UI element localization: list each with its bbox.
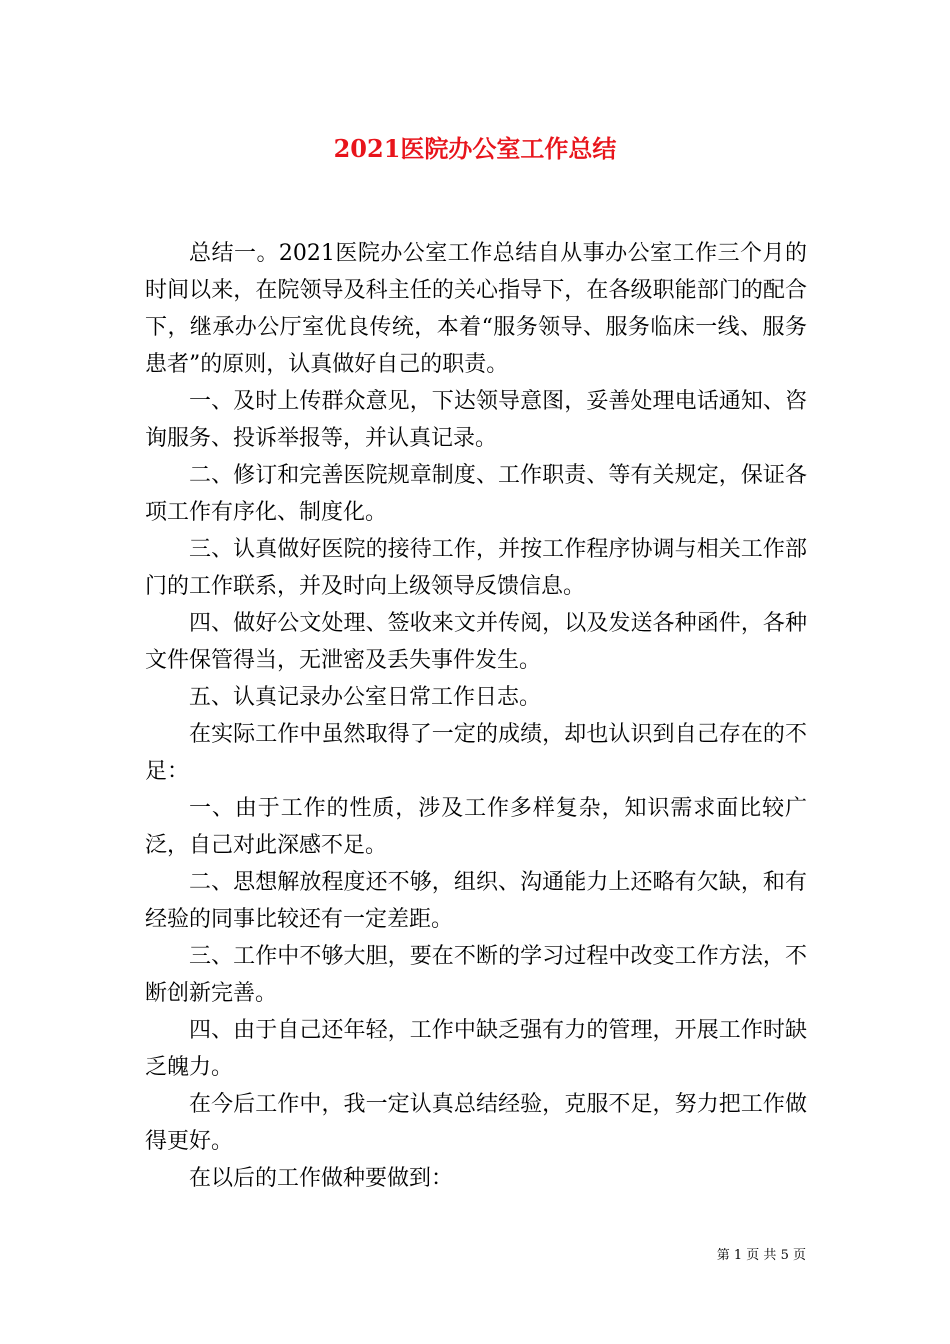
paragraph: 总结一。2021医院办公室工作总结自从事办公室工作三个月的时间以来，在院领导及科主任的关心指导下，在各级职能部门的配合下，继承办公厅室优良传统，本着“服务领导、服务临床一线、服务患者”的原则，认真做好自己的职责。 (145, 241, 807, 377)
paragraph: 二、修订和完善医院规章制度、工作职责、等有关规定，保证各项工作有序化、制度化。 (145, 463, 807, 525)
paragraph: 三、认真做好医院的接待工作，并按工作程序协调与相关工作部门的工作联系，并及时向上级领导反馈信息。 (145, 537, 807, 599)
paragraph: 四、做好公文处理、签收来文并传阅，以及发送各种函件，各种文件保管得当，无泄密及丢失事件发生。 (145, 611, 807, 673)
page-footer (0, 1246, 806, 1266)
paragraph: 三、工作中不够大胆，要在不断的学习过程中改变工作方法，不断创新完善。 (145, 944, 807, 1006)
paragraph: 五、认真记录办公室日常工作日志。 (189, 685, 542, 710)
footer-suffix: 页 (792, 1248, 806, 1263)
paragraph: 四、由于自己还年轻，工作中缺乏强有力的管理，开展工作时缺乏魄力。 (145, 1018, 807, 1080)
paragraph: 二、思想解放程度还不够，组织、沟通能力上还略有欠缺，和有经验的同事比较还有一定差距。 (145, 870, 807, 932)
paragraph: 在实际工作中虽然取得了一定的成绩，却也认识到自己存在的不足： (145, 722, 807, 784)
paragraph: 一、由于工作的性质，涉及工作多样复杂，知识需求面比较广泛，自己对此深感不足。 (145, 796, 807, 858)
footer-page-number: 1 (733, 1248, 743, 1263)
document-body (145, 235, 807, 1197)
page-title: 2021医院办公室工作总结 (333, 134, 617, 163)
paragraph: 在今后工作中，我一定认真总结经验，克服不足，努力把工作做得更好。 (145, 1092, 807, 1154)
paragraph: 在以后的工作做种要做到： (189, 1166, 454, 1191)
footer-total-pages: 5 (780, 1248, 789, 1263)
footer-middle: 页 共 (746, 1248, 777, 1263)
paragraph: 一、及时上传群众意见，下达领导意图，妥善处理电话通知、咨询服务、投诉举报等，并认真记录。 (145, 389, 807, 451)
footer-prefix: 第 (716, 1248, 730, 1263)
